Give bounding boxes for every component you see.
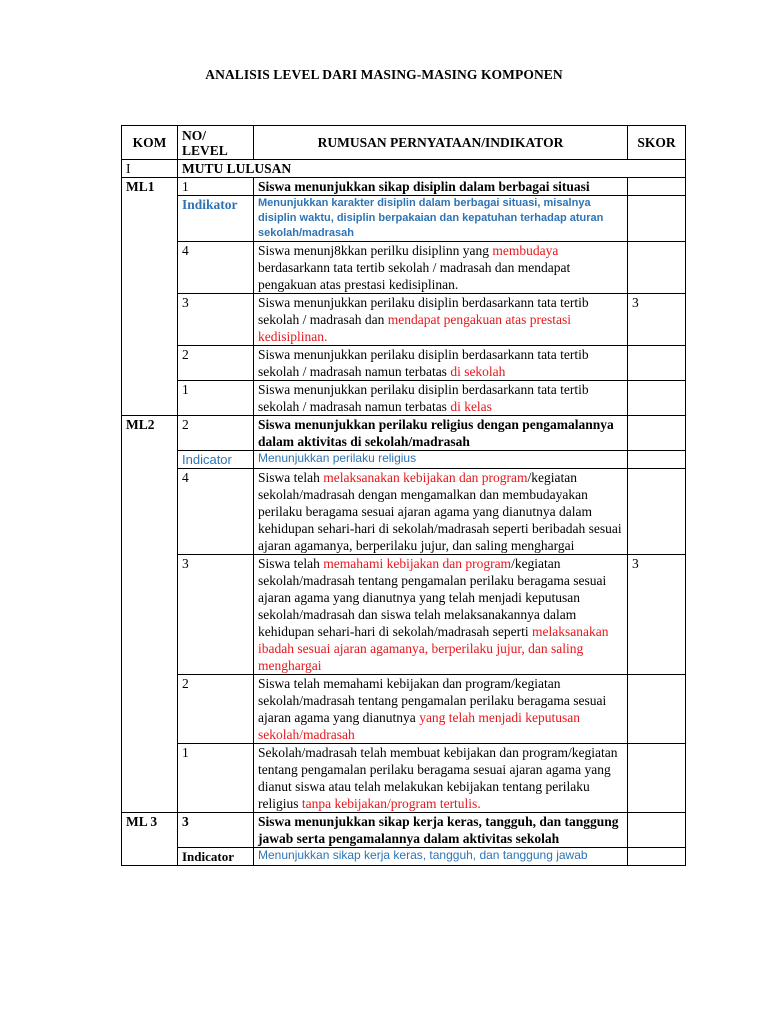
ml3-indicator-text: Menunjukkan sikap kerja keras, tangguh, dan tanggung jawab — [254, 848, 628, 866]
ml1-l4-skor — [628, 242, 686, 294]
text-part: Sekolah/madrasah telah membuat kebijakan dan program/kegiatan tentang pengamalan perilaku beragama sesuai ajaran agama yang dianut siswa atau telah melakukan kebijakan tentang perilaku religius — [258, 745, 618, 811]
ml1-indicator-text: Menunjukkan karakter disiplin dalam berbagai situasi, misalnya disiplin waktu, disiplin berpakaian dan kepatuhan terhadap aturan sekolah/madrasah — [254, 196, 628, 242]
ml1-kom: ML1 — [122, 178, 178, 416]
ml2-no: 2 — [178, 416, 254, 451]
ml2-indicator-label: Indicator — [178, 451, 254, 469]
text-part: Siswa telah — [258, 556, 324, 571]
ml2-l2-text — [254, 675, 628, 744]
table-row — [122, 469, 686, 555]
ml1-l4-text — [254, 242, 628, 294]
ml1-l1-text — [254, 381, 628, 416]
ml2-l1-level: 1 — [178, 744, 254, 813]
text-part: Siswa telah — [258, 470, 324, 485]
highlight-part: di kelas — [450, 399, 492, 414]
table-row — [122, 848, 686, 866]
ml2-indicator-text: Menunjukkan perilaku religius — [254, 451, 628, 469]
ml1-l3-level: 3 — [178, 294, 254, 346]
table-row — [122, 196, 686, 242]
ml2-l2-level: 2 — [178, 675, 254, 744]
ml1-l3-text — [254, 294, 628, 346]
highlight-part: yang telah menjadi keputusan sekolah/madrasah — [258, 710, 581, 742]
table-row — [122, 294, 686, 346]
highlight-part: memahami kebijakan dan program — [323, 556, 512, 571]
table-row — [122, 178, 686, 196]
table-row — [122, 555, 686, 675]
highlight-part: tanpa kebijakan/program tertulis. — [301, 796, 481, 811]
highlight-part: melaksanakan kebijakan dan program — [323, 470, 528, 485]
header-kom: KOM — [122, 126, 178, 160]
text-part: berdasarkann tata tertib sekolah / madrasah dan mendapat pengakuan atas prestasi kedisiplinan. — [258, 260, 571, 292]
ml2-l2-skor — [628, 675, 686, 744]
table-row — [122, 381, 686, 416]
ml1-l4-level: 4 — [178, 242, 254, 294]
ml2-l1-skor — [628, 744, 686, 813]
section-kom: I — [122, 160, 178, 178]
text-part: Siswa telah memahami kebijakan dan program/kegiatan sekolah/madrasah tentang pengamalan perilaku beragama sesuai ajaran agama yang dianutnya — [258, 676, 607, 725]
text-part: Siswa menunjukkan perilaku disiplin berdasarkann tata tertib sekolah / madrasah namun terbatas — [258, 347, 589, 379]
table-row — [122, 813, 686, 848]
ml1-indicator-label: Indikator — [178, 196, 254, 242]
ml1-l2-level: 2 — [178, 346, 254, 381]
section-row — [122, 160, 686, 178]
table-row — [122, 346, 686, 381]
ml2-l3-level: 3 — [178, 555, 254, 675]
highlight-part: di sekolah — [450, 364, 506, 379]
ml3-statement: Siswa menunjukkan sikap kerja keras, tangguh, dan tanggung jawab serta pengamalannya dalam aktivitas sekolah — [254, 813, 628, 848]
ml1-l1-level: 1 — [178, 381, 254, 416]
table-row — [122, 242, 686, 294]
table-row — [122, 744, 686, 813]
text-part: Siswa menunjukkan perilaku disiplin berdasarkann tata tertib sekolah / madrasah dan — [258, 295, 589, 327]
ml1-l2-text — [254, 346, 628, 381]
ml2-statement-skor — [628, 416, 686, 451]
ml2-l4-text — [254, 469, 628, 555]
header-level-line1: NO/ — [182, 127, 207, 143]
ml1-l3-skor: 3 — [628, 294, 686, 346]
ml1-statement-skor — [628, 178, 686, 196]
ml3-no: 3 — [178, 813, 254, 848]
ml1-indicator-skor — [628, 196, 686, 242]
analysis-table — [121, 125, 686, 866]
ml2-l4-level: 4 — [178, 469, 254, 555]
ml1-l1-skor — [628, 381, 686, 416]
text-part: Siswa menunj8kkan perilku disiplinn yang — [258, 243, 493, 258]
highlight-part: melaksanakan ibadah sesuai ajaran agamanya, berperilaku jujur, dan saling menghargai — [258, 624, 609, 673]
page-title: ANALISIS LEVEL DARI MASING-MASING KOMPONEN — [205, 67, 563, 82]
table-row — [122, 451, 686, 469]
text-part: /kegiatan sekolah/madrasah dengan mengamalkan dan membudayakan perilaku beragama sesuai ajaran agama yang dianutnya dalam kehidupan sehari-hari di sekolah/madrasah seperti beribadah sesuai ajaran agamanya, berperilaku jujur, dan saling menghargai — [258, 470, 622, 553]
header-skor: SKOR — [628, 126, 686, 160]
table-row — [122, 675, 686, 744]
highlight-part: mendapat pengakuan atas prestasi kedisiplinan. — [258, 312, 572, 344]
ml1-statement: Siswa menunjukkan sikap disiplin dalam berbagai situasi — [254, 178, 628, 196]
table-row — [122, 416, 686, 451]
ml2-l1-text — [254, 744, 628, 813]
text-part: Siswa menunjukkan perilaku disiplin berdasarkann tata tertib sekolah / madrasah namun terbatas — [258, 382, 589, 414]
ml2-l4-skor — [628, 469, 686, 555]
ml3-indicator-skor — [628, 848, 686, 866]
ml2-l3-skor: 3 — [628, 555, 686, 675]
ml2-kom: ML2 — [122, 416, 178, 813]
highlight-part: membudaya — [492, 243, 559, 258]
section-title: MUTU LULUSAN — [178, 160, 686, 178]
header-rumusan: RUMUSAN PERNYATAAN/INDIKATOR — [254, 126, 628, 160]
text-part: /kegiatan sekolah/madrasah tentang pengamalan perilaku beragama sesuai ajaran agama yang dianutnya yang telah menjadi keputusan sekolah/madrasah dan siswa telah melaksanakannya dalam kehidupan sehari-hari di sekolah/madrasah seperti — [258, 556, 607, 639]
header-level-line2: LEVEL — [182, 142, 228, 158]
ml1-l2-skor — [628, 346, 686, 381]
ml1-no: 1 — [178, 178, 254, 196]
ml3-indicator-label: Indicator — [178, 848, 254, 866]
ml2-l3-text — [254, 555, 628, 675]
ml3-statement-skor — [628, 813, 686, 848]
ml2-statement: Siswa menunjukkan perilaku religius dengan pengamalannya dalam aktivitas di sekolah/madrasah — [254, 416, 628, 451]
ml3-kom: ML 3 — [122, 813, 178, 866]
table-header-row — [122, 126, 686, 160]
ml2-indicator-skor — [628, 451, 686, 469]
header-level — [178, 126, 254, 160]
